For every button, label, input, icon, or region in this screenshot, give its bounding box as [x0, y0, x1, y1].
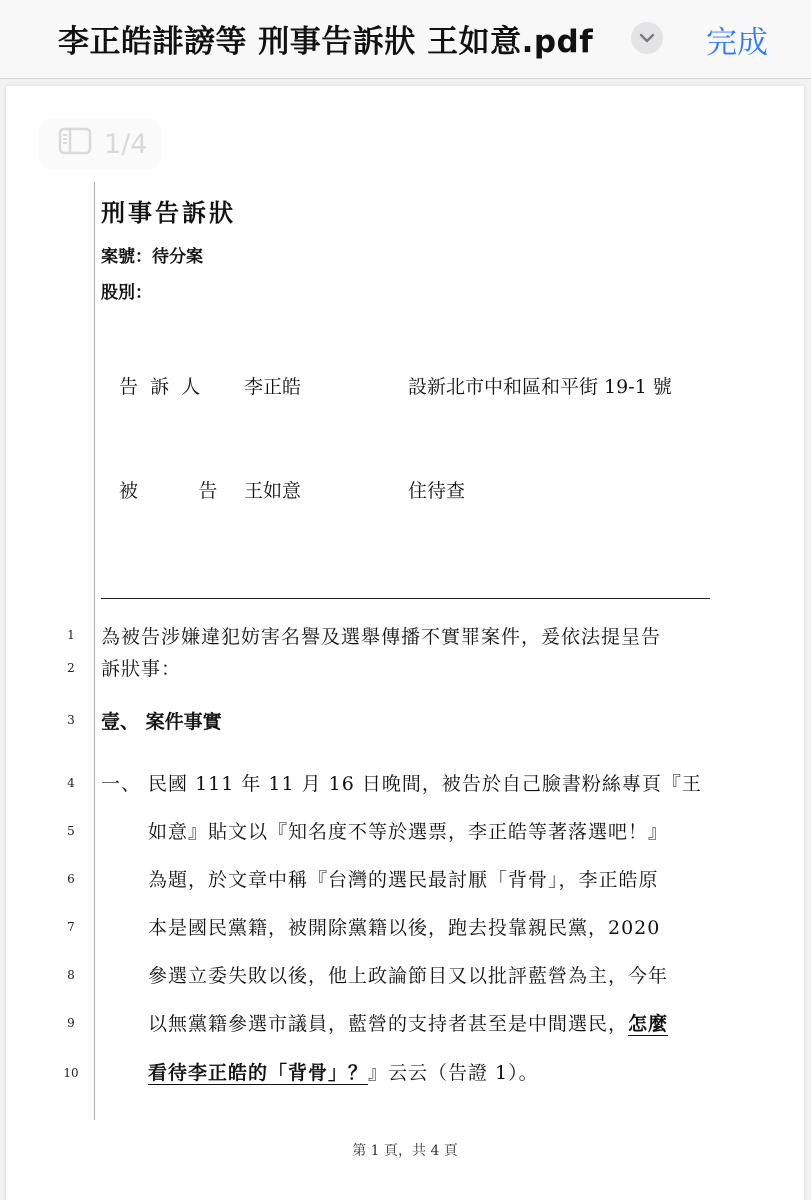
- section-heading: 壹、 案件事實: [101, 711, 222, 733]
- body-line-4: 一、 民國 111 年 11 月 16 日晚間，被告於自己臉書粉絲專頁『王: [101, 773, 702, 795]
- body-line-6: 為題，於文章中稱『台灣的選民最討厭「背骨」，李正皓原: [148, 869, 659, 891]
- line-number: 3: [67, 713, 75, 727]
- body-line-1: 為被告涉嫌違犯妨害名譽及選舉傳播不實罪案件，爰依法提呈告: [101, 626, 662, 648]
- top-bar: [0, 0, 811, 79]
- margin-rule: [94, 182, 95, 1120]
- body-line-5: 如意』貼文以『知名度不等於選票，李正皓等著落選吧！』: [148, 821, 669, 843]
- body-line-10-text: 』云云（告證 1）。: [368, 1062, 539, 1084]
- page-indicator[interactable]: [38, 118, 162, 170]
- form-title: 刑事告訴狀: [101, 198, 236, 227]
- done-button[interactable]: 完成: [706, 25, 768, 61]
- page-indicator-label: 1/4: [104, 128, 148, 160]
- sidebar-icon: [58, 127, 92, 162]
- case-number: 案號：待分案: [101, 247, 203, 267]
- document-title: 李正皓誹謗等 刑事告訴狀 王如意.pdf: [58, 24, 594, 60]
- line-number: 6: [67, 872, 75, 886]
- separator-line: [101, 598, 710, 599]
- defendant-name: 王如意: [244, 480, 302, 502]
- body-line-9-text: 以無黨籍參選市議員，藍營的支持者甚至是中間選民，: [148, 1013, 629, 1035]
- chevron-down-icon[interactable]: [631, 22, 663, 54]
- body-line-8: 參選立委失敗以後，他上政論節目又以批評藍營為主，今年: [148, 965, 669, 987]
- body-line-9: [148, 1009, 668, 1036]
- line-number: 10: [63, 1066, 79, 1080]
- line-number: 4: [67, 776, 75, 790]
- defendant-role: 被 告: [119, 480, 218, 502]
- plaintiff-name: 李正皓: [244, 376, 302, 398]
- plaintiff-address: 設新北市中和區和平街 19-1 號: [408, 376, 672, 398]
- line-number: 5: [67, 824, 75, 838]
- line-number: 2: [67, 661, 75, 675]
- body-line-2: 訴狀事：: [101, 658, 182, 680]
- line-number: 7: [67, 920, 75, 934]
- division-label: 股別：: [101, 283, 152, 303]
- page-footer: 第 1 頁，共 4 頁: [352, 1143, 458, 1159]
- line-number: 1: [67, 628, 75, 642]
- highlighted-quote-start: 怎麼: [628, 1013, 669, 1035]
- plaintiff-role: 告 訴 人: [119, 376, 201, 398]
- highlighted-quote-end: 看待李正皓的「背骨」？: [148, 1062, 369, 1084]
- defendant-address: 住待查: [408, 480, 466, 502]
- body-line-10: [148, 1058, 539, 1085]
- body-line-7: 本是國民黨籍，被開除黨籍以後，跑去投靠親民黨，2020: [148, 917, 661, 939]
- line-number: 8: [67, 968, 75, 982]
- line-number: 9: [67, 1016, 75, 1030]
